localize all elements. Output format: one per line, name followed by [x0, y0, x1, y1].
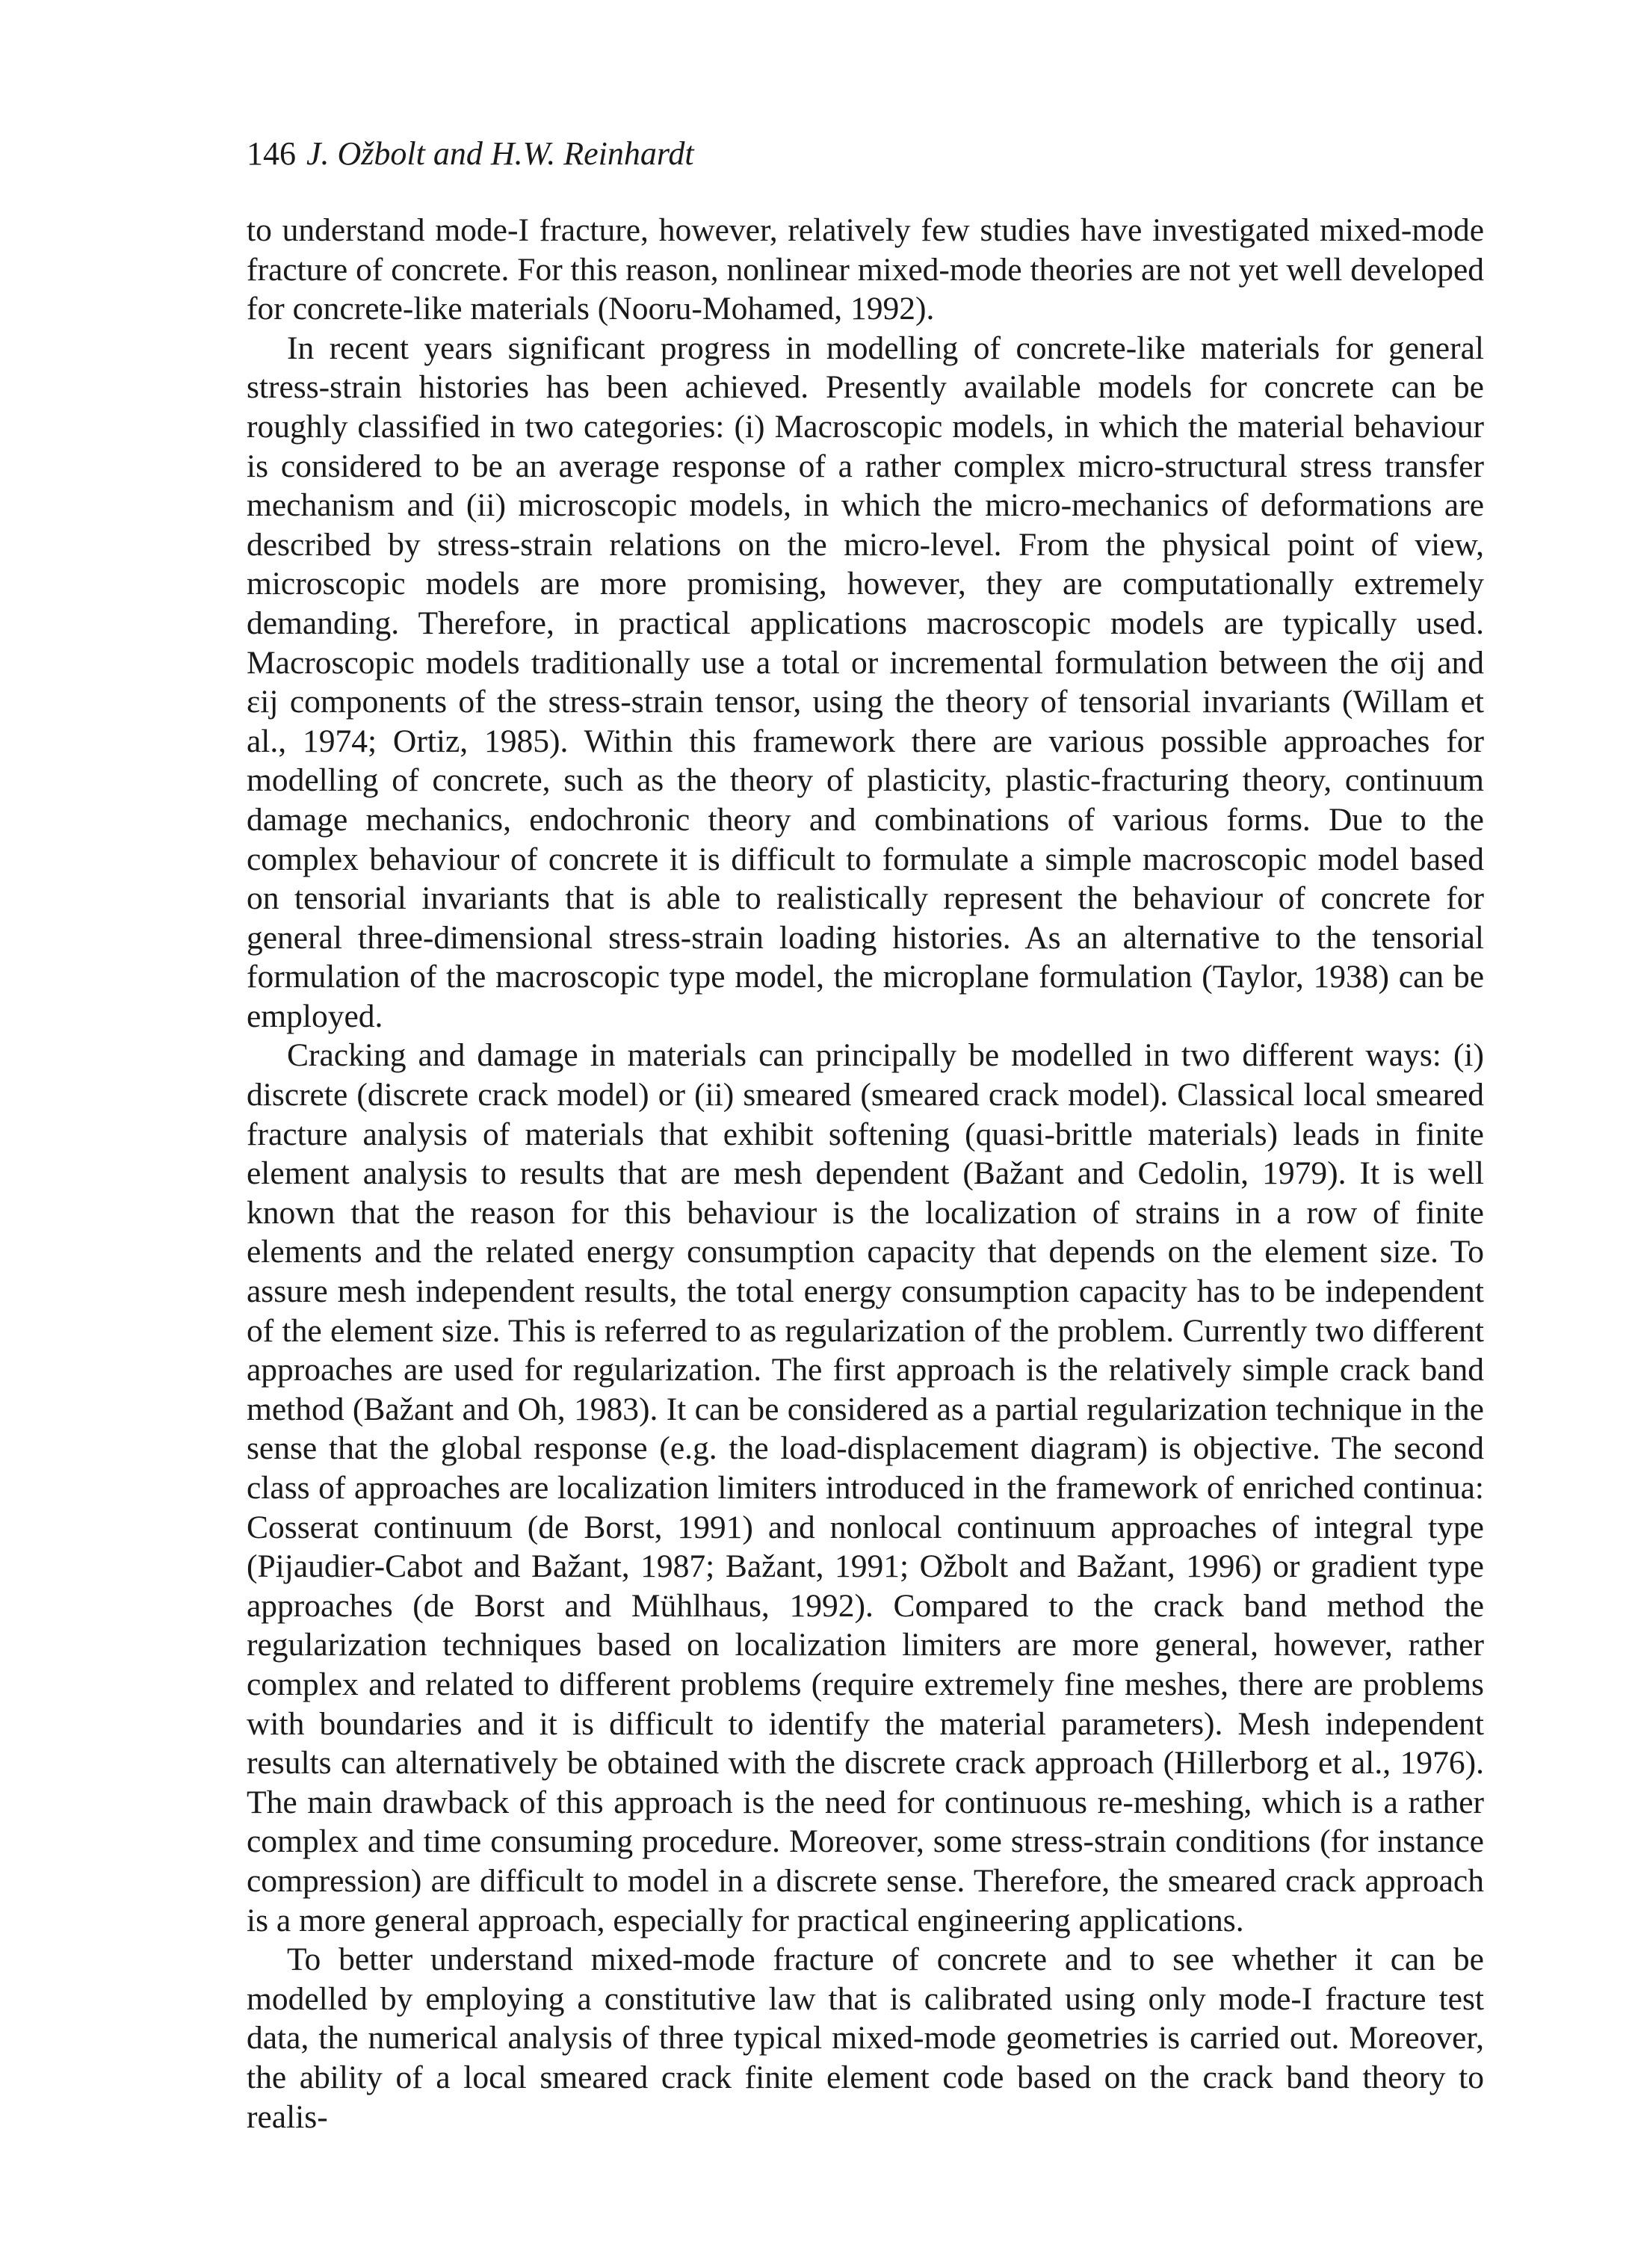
body-text: [247, 211, 1484, 2136]
paragraph-continued: to understand mode-I fracture, however, relatively few studies have investigated mixed-mode fracture of concrete. For this reason, nonlinear mixed-mode theories are not yet well developed for concrete-like materials (Nooru-Mohamed, 1992).: [247, 212, 1484, 327]
paragraph-cracking-damage: Cracking and damage in materials can principally be modelled in two different ways: (i) discrete (discrete crack model) or (ii) smeared (smeared crack model). Classical local smeared fracture analysis of materials that exhibit softening (quasi-brittle materials) leads in finite element analysis to results that are mesh dependent (Bažant and Cedolin, 1979). It is well known that the reason for this behaviour is the localization of strains in a row of finite elements and the related energy consumption capacity that depends on the element size. To assure mesh independent results, the total energy consumption capacity has to be independent of the element size. This is referred to as regularization of the problem. Currently two different approaches are used for regularization. The first approach is the relatively simple crack band method (Bažant and Oh, 1983). It can be considered as a partial regularization technique in the sense that the global response (e.g. the load-displacement diagram) is objective. The second class of approaches are localization limiters introduced in the framework of enriched continua: Cosserat continuum (de Borst, 1991) and nonlocal continuum approaches of integral type (Pijaudier-Cabot and Bažant, 1987; Bažant, 1991; Ožbolt and Bažant, 1996) or gradient type approaches (de Borst and Mühlhaus, 1992). Compared to the crack band method the regularization techniques based on localization limiters are more general, however, rather complex and related to different problems (require extremely fine meshes, there are problems with boundaries and it is difficult to identify the material parameters). Mesh independent results can alternatively be obtained with the discrete crack approach (Hillerborg et al., 1976). The main drawback of this approach is the need for continuous re-meshing, which is a rather complex and time consuming procedure. Moreover, some stress-strain conditions (for instance compression) are difficult to model in a discrete sense. Therefore, the smeared crack approach is a more general approach, especially for practical engineering applications.: [247, 1037, 1484, 1938]
running-head: [247, 135, 694, 173]
page-number: 146: [247, 135, 296, 172]
running-head-authors: J. Ožbolt and H.W. Reinhardt: [306, 135, 694, 172]
paragraph-material-models: In recent years significant progress in modelling of concrete-like materials for general stress-strain histories has been achieved. Presently available models for concrete can be roughly classified in two categories: (i) Macroscopic models, in which the material behaviour is considered to be an average response of a rather complex micro-structural stress transfer mechanism and (ii) microscopic models, in which the micro-mechanics of deformations are described by stress-strain relations on the micro-level. From the physical point of view, microscopic models are more promising, however, they are computationally extremely demanding. Therefore, in practical applications macroscopic models are typically used. Macroscopic models traditionally use a total or incremental formulation between the σij and εij components of the stress-strain tensor, using the theory of tensorial invariants (Willam et al., 1974; Ortiz, 1985). Within this framework there are various possible approaches for modelling of concrete, such as the theory of plasticity, plastic-fracturing theory, continuum damage mechanics, endochronic theory and combinations of various forms. Due to the complex behaviour of concrete it is difficult to formulate a simple macroscopic model based on tensorial invariants that is able to realistically represent the behaviour of concrete for general three-dimensional stress-strain loading histories. As an alternative to the tensorial formulation of the macroscopic type model, the microplane formulation (Taylor, 1938) can be employed.: [247, 330, 1484, 1034]
paragraph-mixed-mode-analysis: To better understand mixed-mode fracture of concrete and to see whether it can be modelled by employing a constitutive law that is calibrated using only mode-I fracture test data, the numerical analysis of three typical mixed-mode geometries is carried out. Moreover, the ability of a local smeared crack finite element code based on the crack band theory to realis-: [247, 1941, 1484, 2135]
